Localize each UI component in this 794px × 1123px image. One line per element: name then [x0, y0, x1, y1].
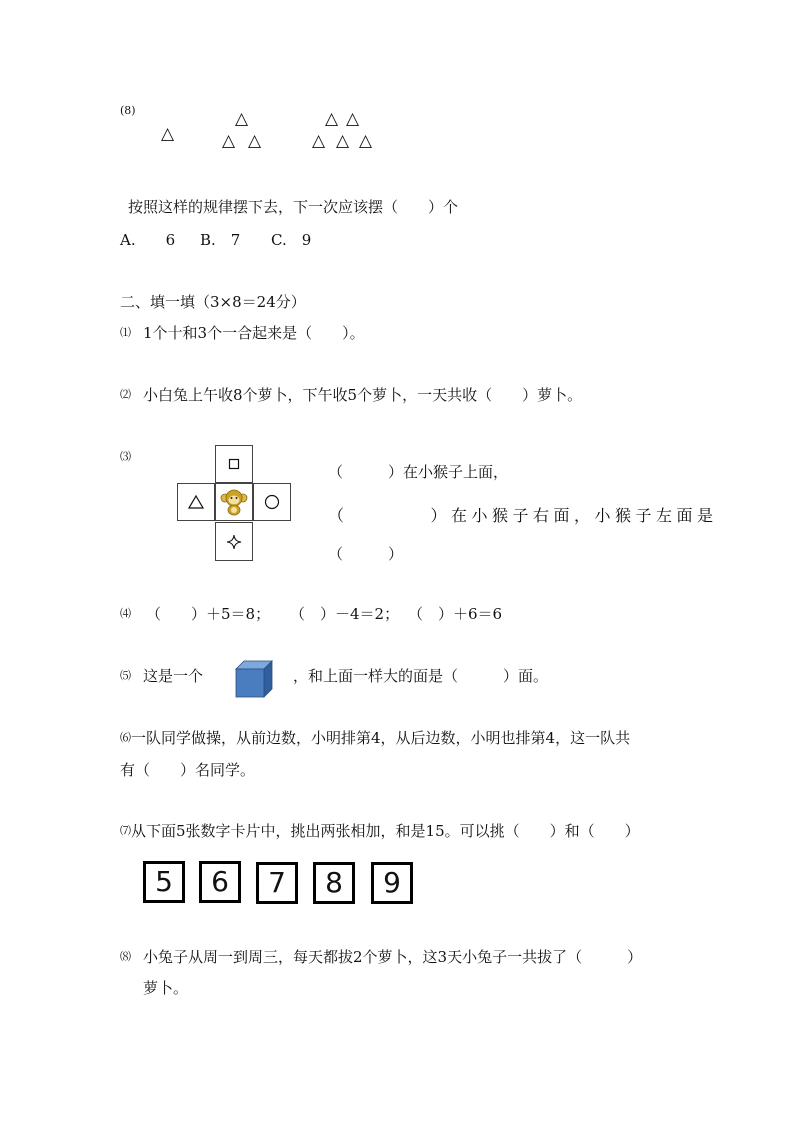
grid-cell-left — [177, 483, 215, 521]
question-3-line-3: （ ） — [328, 545, 404, 563]
question-number: ⑹ — [120, 731, 131, 744]
question-6-line-1: 一队同学做操，从前边数，小明排第4，从后边数，小明也排第4，这一队共 — [131, 729, 631, 747]
grid-cell-center — [215, 483, 253, 521]
triangle-icon — [188, 494, 204, 510]
star-icon — [226, 534, 242, 550]
triangle-icon: △ — [359, 131, 373, 151]
question-number: ⑷ — [120, 607, 131, 620]
section-heading: 二、填一填（3×8＝24分） — [120, 293, 306, 311]
question-number: ⑴ — [120, 326, 131, 339]
question-number: ⑶ — [120, 450, 131, 463]
number-card: 8 — [313, 862, 355, 904]
number-card: 5 — [143, 861, 185, 903]
pattern-question-text: 按照这样的规律摆下去，下一次应该摆（ ）个 — [128, 198, 459, 216]
grid-cell-top — [215, 445, 253, 483]
question-number: ⑺ — [120, 824, 131, 837]
question-2-text: 小白兔上午收8个萝卜，下午收5个萝卜，一天共收（ ）萝卜。 — [143, 386, 583, 404]
grid-cell-bottom — [215, 522, 253, 561]
monkey-icon — [219, 487, 249, 517]
cube-icon — [234, 659, 274, 699]
number-card: 7 — [256, 862, 298, 904]
question-7-text: 从下面5张数字卡片中，挑出两张相加，和是15。可以挑（ ）和（ ） — [131, 822, 640, 840]
option-b: B. 7 — [200, 231, 241, 249]
grid-cell-right — [253, 483, 291, 521]
equation-2: （ ）－4＝2； — [290, 605, 400, 623]
triangle-icon: △ — [312, 131, 326, 151]
triangle-icon: △ — [346, 109, 360, 129]
triangle-icon: △ — [336, 131, 350, 151]
triangle-icon: △ — [248, 131, 262, 151]
question-number: ⑸ — [120, 669, 131, 682]
question-8-line-2: 萝卜。 — [143, 979, 189, 997]
equation-3: （ ）＋6＝6 — [408, 605, 503, 623]
question-1-text: 1个十和3个一合起来是（ ）。 — [143, 324, 365, 342]
question-number: ⑵ — [120, 388, 131, 401]
question-number: ⑻ — [120, 950, 131, 963]
triangle-icon: △ — [222, 131, 236, 151]
equation-1: （ ）＋5＝8； — [146, 605, 271, 623]
option-c: C. 9 — [271, 231, 312, 249]
pattern-question-number: (8) — [120, 104, 136, 117]
question-6-line-2: 有（ ）名同学。 — [120, 761, 256, 779]
question-3-line-2: （ ）在小猴子右面，小猴子左面是 — [328, 506, 718, 525]
question-8-line-1: 小兔子从周一到周三，每天都拔2个萝卜，这3天小兔子一共拔了（ ） — [143, 948, 643, 966]
triangle-icon: △ — [235, 109, 249, 129]
number-card: 6 — [199, 861, 241, 903]
triangle-icon: △ — [325, 109, 339, 129]
square-icon — [228, 458, 240, 470]
question-5-text-before: 这是一个 — [143, 667, 204, 685]
question-5-text-after: ，和上面一样大的面是（ ）面。 — [293, 667, 549, 685]
triangle-icon: △ — [161, 124, 175, 144]
circle-icon — [264, 494, 280, 510]
number-card: 9 — [371, 862, 413, 904]
question-3-line-1: （ ）在小猴子上面， — [328, 463, 509, 481]
option-a: A. 6 — [120, 231, 176, 249]
